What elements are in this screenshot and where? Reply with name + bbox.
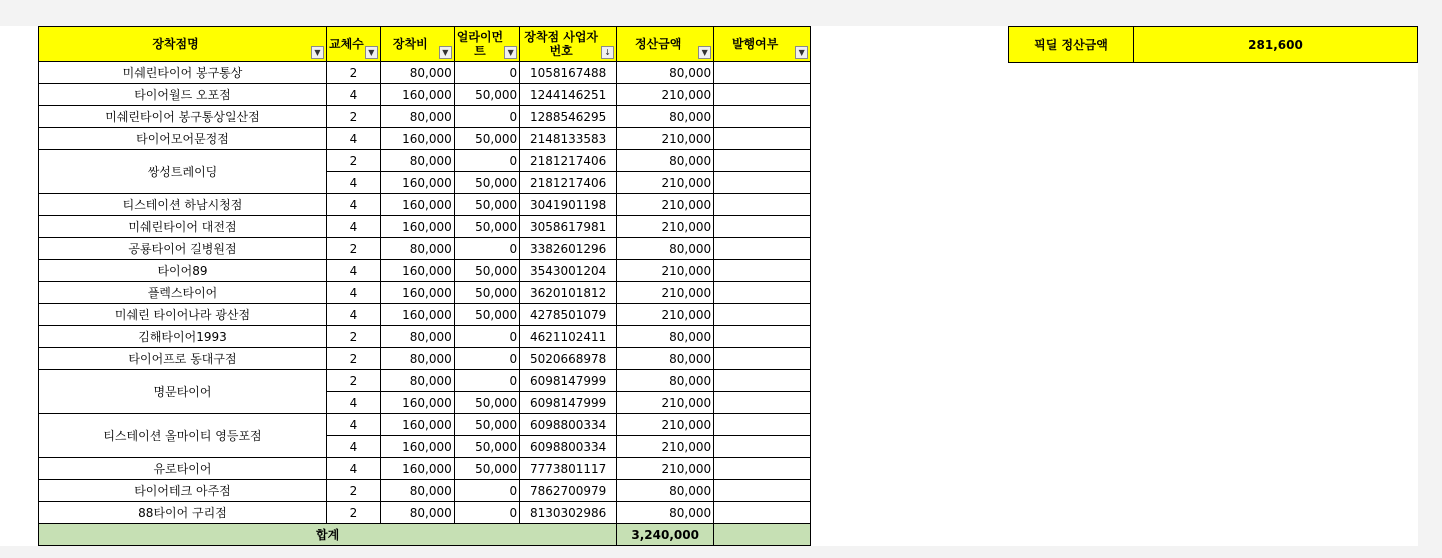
issued-cell[interactable] — [714, 128, 811, 150]
install-fee-cell[interactable]: 80,000 — [380, 62, 454, 84]
table-row — [39, 458, 811, 480]
settle-amount-cell[interactable]: 80,000 — [617, 370, 714, 392]
filter-dropdown-icon[interactable]: ▼ — [795, 46, 808, 59]
store-name-cell[interactable]: 미쉐린타이어 봉구통상 — [39, 62, 327, 84]
alignment-cell[interactable]: 0 — [454, 62, 519, 84]
install-fee-cell[interactable]: 160,000 — [380, 414, 454, 436]
issued-cell[interactable] — [714, 84, 811, 106]
install-fee-cell[interactable]: 160,000 — [380, 260, 454, 282]
settle-amount-cell[interactable]: 80,000 — [617, 326, 714, 348]
bizno-cell[interactable]: 2181217406 — [520, 150, 617, 172]
alignment-cell[interactable]: 0 — [454, 150, 519, 172]
bizno-cell[interactable]: 3382601296 — [520, 238, 617, 260]
qty-cell[interactable]: 4 — [327, 260, 381, 282]
table-row — [39, 414, 811, 436]
settle-amount-cell[interactable]: 210,000 — [617, 216, 714, 238]
alignment-cell[interactable]: 50,000 — [454, 282, 519, 304]
qty-cell[interactable]: 2 — [327, 106, 381, 128]
table-row — [39, 150, 811, 172]
settle-amount-cell[interactable]: 210,000 — [617, 194, 714, 216]
qty-cell[interactable]: 4 — [327, 458, 381, 480]
total-empty-cell[interactable] — [714, 524, 811, 546]
bizno-cell[interactable]: 6098800334 — [520, 436, 617, 458]
settle-amount-cell[interactable]: 210,000 — [617, 458, 714, 480]
install-fee-cell[interactable]: 80,000 — [380, 502, 454, 524]
issued-cell[interactable] — [714, 370, 811, 392]
filter-dropdown-icon[interactable]: ▼ — [504, 46, 517, 59]
pickdeal-value[interactable]: 281,600 — [1134, 27, 1418, 63]
bizno-cell[interactable]: 6098147999 — [520, 370, 617, 392]
alignment-cell[interactable]: 50,000 — [454, 304, 519, 326]
issued-cell[interactable] — [714, 326, 811, 348]
bizno-cell[interactable]: 3543001204 — [520, 260, 617, 282]
install-fee-cell[interactable]: 160,000 — [380, 392, 454, 414]
header-settle[interactable]: 정산금액 ▼ — [617, 27, 714, 62]
settle-amount-cell[interactable]: 210,000 — [617, 282, 714, 304]
qty-cell[interactable]: 2 — [327, 370, 381, 392]
table-row — [39, 326, 811, 348]
qty-cell[interactable]: 4 — [327, 304, 381, 326]
store-name-cell[interactable]: 티스테이션 올마이티 영등포점 — [39, 414, 327, 458]
alignment-cell[interactable]: 0 — [454, 502, 519, 524]
store-name-cell[interactable]: 타이어모어문정점 — [39, 128, 327, 150]
install-fee-cell[interactable]: 160,000 — [380, 436, 454, 458]
bizno-cell[interactable]: 3041901198 — [520, 194, 617, 216]
install-fee-cell[interactable]: 80,000 — [380, 238, 454, 260]
qty-cell[interactable]: 2 — [327, 348, 381, 370]
alignment-cell[interactable]: 50,000 — [454, 260, 519, 282]
table-row — [39, 216, 811, 238]
store-name-cell[interactable]: 유로타이어 — [39, 458, 327, 480]
table-row — [39, 238, 811, 260]
bizno-cell[interactable]: 3620101812 — [520, 282, 617, 304]
alignment-cell[interactable]: 50,000 — [454, 436, 519, 458]
bizno-cell[interactable]: 7773801117 — [520, 458, 617, 480]
qty-cell[interactable]: 2 — [327, 238, 381, 260]
header-alignment[interactable]: 얼라이먼 트 ▼ — [454, 27, 519, 62]
install-fee-cell[interactable]: 160,000 — [380, 84, 454, 106]
bizno-cell[interactable]: 1244146251 — [520, 84, 617, 106]
issued-cell[interactable] — [714, 238, 811, 260]
table-row — [39, 194, 811, 216]
header-store[interactable]: 장착점명 ▼ — [39, 27, 327, 62]
install-fee-cell[interactable]: 160,000 — [380, 128, 454, 150]
settle-amount-cell[interactable]: 210,000 — [617, 84, 714, 106]
install-fee-cell[interactable]: 160,000 — [380, 194, 454, 216]
qty-cell[interactable]: 2 — [327, 326, 381, 348]
filter-dropdown-icon[interactable]: ▼ — [311, 46, 324, 59]
install-fee-cell[interactable]: 80,000 — [380, 370, 454, 392]
install-fee-cell[interactable]: 80,000 — [380, 348, 454, 370]
bizno-cell[interactable]: 6098147999 — [520, 392, 617, 414]
table-row — [39, 84, 811, 106]
settlement-table — [38, 26, 811, 546]
qty-cell[interactable]: 2 — [327, 150, 381, 172]
qty-cell[interactable]: 4 — [327, 392, 381, 414]
alignment-cell[interactable]: 0 — [454, 238, 519, 260]
install-fee-cell[interactable]: 80,000 — [380, 150, 454, 172]
issued-cell[interactable] — [714, 150, 811, 172]
table-row — [39, 348, 811, 370]
store-name-cell[interactable]: 티스테이션 하남시청점 — [39, 194, 327, 216]
issued-cell[interactable] — [714, 348, 811, 370]
install-fee-cell[interactable]: 160,000 — [380, 172, 454, 194]
table-row — [39, 502, 811, 524]
total-label[interactable]: 합계 — [39, 524, 617, 546]
qty-cell[interactable]: 2 — [327, 480, 381, 502]
bizno-cell[interactable]: 4278501079 — [520, 304, 617, 326]
store-name-cell[interactable]: 미쉐린타이어 대전점 — [39, 216, 327, 238]
bizno-cell[interactable]: 3058617981 — [520, 216, 617, 238]
header-bizno[interactable]: 장착점 사업자 번호 ↓ — [520, 27, 617, 62]
table-row — [39, 480, 811, 502]
install-fee-cell[interactable]: 160,000 — [380, 458, 454, 480]
header-qty[interactable]: 교체수 ▼ — [327, 27, 381, 62]
alignment-cell[interactable]: 50,000 — [454, 414, 519, 436]
alignment-cell[interactable]: 50,000 — [454, 128, 519, 150]
settle-amount-cell[interactable]: 210,000 — [617, 128, 714, 150]
issued-cell[interactable] — [714, 392, 811, 414]
store-name-cell[interactable]: 미쉐린 타이어나라 광산점 — [39, 304, 327, 326]
issued-cell[interactable] — [714, 480, 811, 502]
settle-amount-cell[interactable]: 210,000 — [617, 172, 714, 194]
issued-cell[interactable] — [714, 106, 811, 128]
settle-amount-cell[interactable]: 210,000 — [617, 392, 714, 414]
issued-cell[interactable] — [714, 458, 811, 480]
table-row — [39, 282, 811, 304]
settle-amount-cell[interactable]: 210,000 — [617, 304, 714, 326]
issued-cell[interactable] — [714, 436, 811, 458]
pickdeal-summary — [1008, 26, 1418, 63]
filter-dropdown-icon[interactable]: ▼ — [698, 46, 711, 59]
store-name-cell[interactable]: 플렉스타이어 — [39, 282, 327, 304]
store-name-cell[interactable]: 타이어월드 오포점 — [39, 84, 327, 106]
header-issued[interactable]: 발행여부 ▼ — [714, 27, 811, 62]
bizno-cell[interactable]: 5020668978 — [520, 348, 617, 370]
store-name-cell[interactable]: 타이어프로 동대구점 — [39, 348, 327, 370]
qty-cell[interactable]: 2 — [327, 502, 381, 524]
store-name-cell[interactable]: 쌍성트레이딩 — [39, 150, 327, 194]
alignment-cell[interactable]: 50,000 — [454, 392, 519, 414]
bizno-cell[interactable]: 1058167488 — [520, 62, 617, 84]
issued-cell[interactable] — [714, 194, 811, 216]
settle-amount-cell[interactable]: 80,000 — [617, 106, 714, 128]
header-install-fee[interactable]: 장착비 ▼ — [380, 27, 454, 62]
install-fee-cell[interactable]: 160,000 — [380, 282, 454, 304]
issued-cell[interactable] — [714, 304, 811, 326]
settle-amount-cell[interactable]: 210,000 — [617, 414, 714, 436]
qty-cell[interactable]: 4 — [327, 194, 381, 216]
settle-amount-cell[interactable]: 80,000 — [617, 238, 714, 260]
alignment-cell[interactable]: 0 — [454, 370, 519, 392]
table-row — [39, 106, 811, 128]
issued-cell[interactable] — [714, 502, 811, 524]
table-row — [39, 304, 811, 326]
qty-cell[interactable]: 4 — [327, 436, 381, 458]
issued-cell[interactable] — [714, 62, 811, 84]
table-row — [39, 62, 811, 84]
bizno-cell[interactable]: 1288546295 — [520, 106, 617, 128]
filter-dropdown-icon[interactable]: ▼ — [439, 46, 452, 59]
qty-cell[interactable]: 4 — [327, 84, 381, 106]
settle-amount-cell[interactable]: 80,000 — [617, 62, 714, 84]
settle-amount-cell[interactable]: 80,000 — [617, 348, 714, 370]
store-name-cell[interactable]: 88타이어 구리점 — [39, 502, 327, 524]
issued-cell[interactable] — [714, 282, 811, 304]
settle-amount-cell[interactable]: 80,000 — [617, 502, 714, 524]
install-fee-cell[interactable]: 80,000 — [380, 326, 454, 348]
total-value[interactable]: 3,240,000 — [617, 524, 714, 546]
alignment-cell[interactable]: 0 — [454, 348, 519, 370]
qty-cell[interactable]: 2 — [327, 62, 381, 84]
store-name-cell[interactable]: 미쉐린타이어 봉구통상일산점 — [39, 106, 327, 128]
bizno-cell[interactable]: 4621102411 — [520, 326, 617, 348]
bizno-cell[interactable]: 6098800334 — [520, 414, 617, 436]
table-row — [39, 128, 811, 150]
alignment-cell[interactable]: 50,000 — [454, 458, 519, 480]
store-name-cell[interactable]: 공룡타이어 길병원점 — [39, 238, 327, 260]
bizno-cell[interactable]: 2148133583 — [520, 128, 617, 150]
qty-cell[interactable]: 4 — [327, 128, 381, 150]
filter-dropdown-icon[interactable]: ▼ — [365, 46, 378, 59]
alignment-cell[interactable]: 0 — [454, 106, 519, 128]
alignment-cell[interactable]: 0 — [454, 480, 519, 502]
install-fee-cell[interactable]: 80,000 — [380, 106, 454, 128]
issued-cell[interactable] — [714, 216, 811, 238]
alignment-cell[interactable]: 50,000 — [454, 194, 519, 216]
settle-amount-cell[interactable]: 80,000 — [617, 480, 714, 502]
alignment-cell[interactable]: 50,000 — [454, 216, 519, 238]
settle-amount-cell[interactable]: 80,000 — [617, 150, 714, 172]
bizno-cell[interactable]: 8130302986 — [520, 502, 617, 524]
bizno-cell[interactable]: 7862700979 — [520, 480, 617, 502]
install-fee-cell[interactable]: 160,000 — [380, 216, 454, 238]
bizno-cell[interactable]: 2181217406 — [520, 172, 617, 194]
store-name-cell[interactable]: 김해타이어1993 — [39, 326, 327, 348]
alignment-cell[interactable]: 50,000 — [454, 84, 519, 106]
total-row — [39, 524, 811, 546]
settle-amount-cell[interactable]: 210,000 — [617, 436, 714, 458]
issued-cell[interactable] — [714, 172, 811, 194]
table-row — [39, 370, 811, 392]
pickdeal-label[interactable]: 픽딜 정산금액 — [1009, 27, 1134, 63]
alignment-cell[interactable]: 0 — [454, 326, 519, 348]
qty-cell[interactable]: 4 — [327, 216, 381, 238]
qty-cell[interactable]: 4 — [327, 172, 381, 194]
store-name-cell[interactable]: 타이어테크 아주점 — [39, 480, 327, 502]
install-fee-cell[interactable]: 80,000 — [380, 480, 454, 502]
alignment-cell[interactable]: 50,000 — [454, 172, 519, 194]
store-name-cell[interactable]: 타이어89 — [39, 260, 327, 282]
qty-cell[interactable]: 4 — [327, 414, 381, 436]
header-row — [39, 27, 811, 62]
table-row — [39, 260, 811, 282]
store-name-cell[interactable]: 명문타이어 — [39, 370, 327, 414]
sort-asc-filter-icon[interactable]: ↓ — [601, 46, 614, 59]
issued-cell[interactable] — [714, 260, 811, 282]
issued-cell[interactable] — [714, 414, 811, 436]
qty-cell[interactable]: 4 — [327, 282, 381, 304]
settle-amount-cell[interactable]: 210,000 — [617, 260, 714, 282]
install-fee-cell[interactable]: 160,000 — [380, 304, 454, 326]
